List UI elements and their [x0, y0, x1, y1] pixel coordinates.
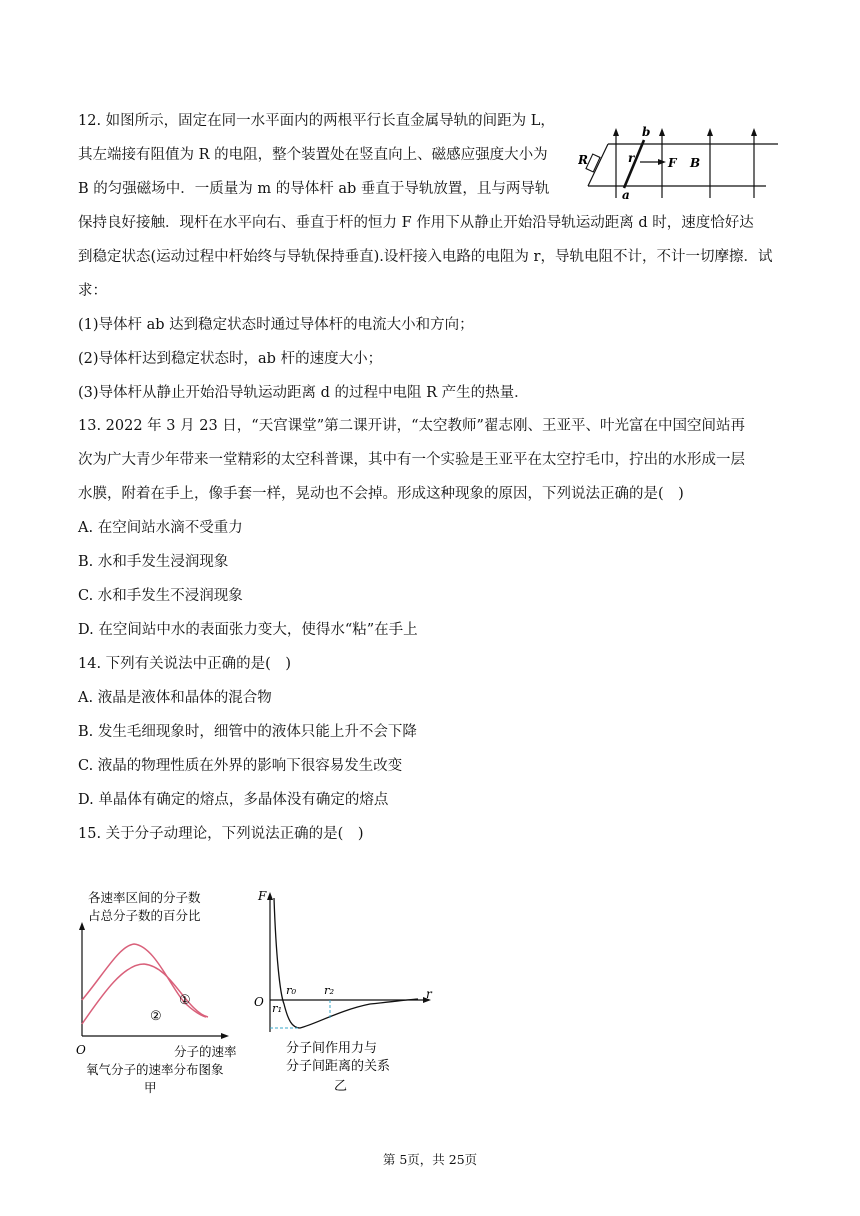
fig2-xaxis: r — [426, 987, 432, 1001]
r0-label: r₀ — [286, 983, 297, 997]
q13-option-d: D. 在空间站中水的表面张力变大，使得水“粘”在手上 — [78, 622, 418, 638]
q14-option-b: B. 发生毛细现象时，细管中的液体只能上升不会下降 — [78, 724, 417, 740]
rod-resistance-label: r — [628, 151, 635, 165]
fig1-ylabel: 各速率区间的分子数 — [88, 890, 201, 905]
q12-line: 其左端接有阻值为 R 的电阻，整个装置处在竖直向上、磁感应强度大小为 — [78, 147, 548, 163]
q13-option-c: C. 水和手发生不浸润现象 — [78, 588, 243, 604]
fig1-origin: O — [76, 1043, 86, 1057]
fig2-yaxis: F — [258, 889, 267, 903]
fig2-tag: 乙 — [334, 1079, 348, 1094]
fig2-caption: 分子间作用力与 — [286, 1041, 378, 1056]
curve-2-label: ② — [150, 1009, 162, 1024]
fig1-ylabel: 占总分子数的百分比 — [88, 908, 201, 923]
force-curve — [274, 898, 418, 1028]
fig1-tag: 甲 — [144, 1080, 157, 1095]
q14-option-a: A. 液晶是液体和晶体的混合物 — [78, 690, 272, 706]
q12-line: B 的匀强磁场中．一质量为 m 的导体杆 ab 垂直于导轨放置，且与两导轨 — [78, 181, 550, 197]
q14-stem: 14. 下列有关说法中正确的是( ) — [78, 656, 291, 672]
q12-line: 求： — [78, 283, 107, 299]
speed-distribution-figure — [74, 884, 250, 1096]
q14-option-c: C. 液晶的物理性质在外界的影响下很容易发生改变 — [78, 758, 403, 774]
q12-subquestion: (2)导体杆达到稳定状态时，ab 杆的速度大小； — [78, 351, 383, 367]
q13-option-b: B. 水和手发生浸润现象 — [78, 554, 229, 570]
field-label: B — [690, 156, 701, 170]
q14-option-d: D. 单晶体有确定的熔点，多晶体没有确定的熔点 — [78, 792, 389, 808]
rod-end-a-label: a — [622, 188, 630, 202]
q13-line: 次为广大青少年带来一堂精彩的太空科普课，其中有一个实验是王亚平在太空拧毛巾，拧出的水形成一层 — [78, 452, 745, 468]
q12-line: 12. 如图所示，固定在同一水平面内的两根平行长直金属导轨的间距为 L， — [78, 113, 555, 129]
q13-line: 13. 2022 年 3 月 23 日，“天宫课堂”第二课开讲，“太空教师”翟志刚、王亚平、叶光富在中国空间站再 — [78, 418, 745, 434]
fig2-origin: O — [254, 995, 264, 1009]
force-distance-figure — [250, 886, 440, 1096]
fig1-caption: 氧气分子的速率分布图象 — [86, 1062, 224, 1077]
curve-1-label: ① — [179, 993, 191, 1008]
q13-line: 水膜，附着在手上，像手套一样，晃动也不会掉。形成这种现象的原因，下列说法正确的是( ) — [78, 486, 684, 502]
fig1-xlabel: 分子的速率 — [174, 1044, 237, 1059]
fig2-caption: 分子间距离的关系 — [286, 1059, 391, 1074]
page-footer: 第 5页，共 25页 — [382, 1152, 478, 1167]
resistor-label: R — [578, 153, 588, 167]
q12-subquestion: (1)导体杆 ab 达到稳定状态时通过导体杆的电流大小和方向； — [78, 317, 474, 333]
q13-option-a: A. 在空间站水滴不受重力 — [78, 520, 243, 536]
r2-label: r₂ — [324, 983, 335, 997]
q12-line: 保持良好接触．现杆在水平向右、垂直于杆的恒力 F 作用下从静止开始沿导轨运动距离 d 时，速度恰好达 — [78, 215, 754, 231]
r1-label: r₁ — [272, 1001, 283, 1015]
q12-subquestion: (3)导体杆从静止开始沿导轨运动距离 d 的过程中电阻 R 产生的热量． — [78, 385, 529, 401]
q12-rail-figure — [578, 100, 784, 206]
rod-end-b-label: b — [642, 125, 651, 139]
force-label: F — [668, 156, 677, 170]
q15-stem: 15. 关于分子动理论，下列说法正确的是( ) — [78, 826, 364, 842]
q12-line: 到稳定状态(运动过程中杆始终与导轨保持垂直).设杆接入电路的电阻为 r，导轨电阻不计，不计一切摩擦．试 — [78, 249, 773, 265]
